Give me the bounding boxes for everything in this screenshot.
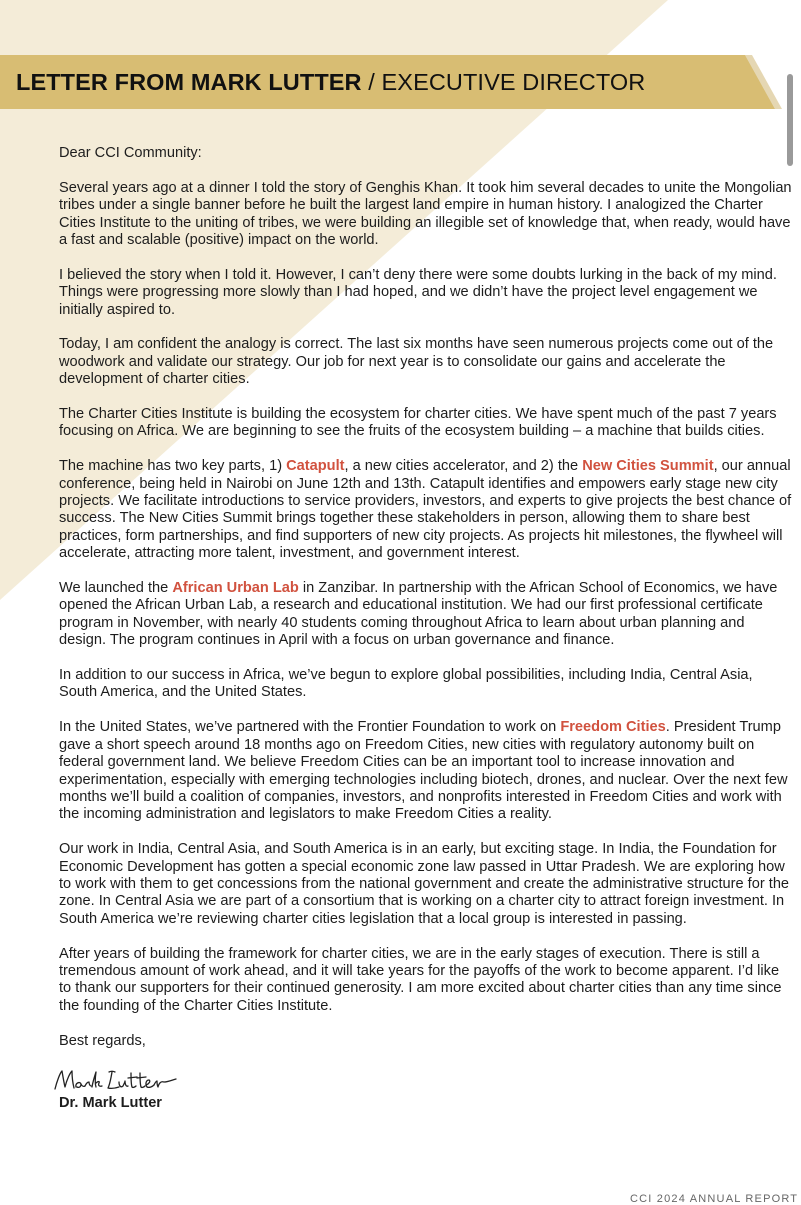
african-urban-lab-link[interactable]: African Urban Lab xyxy=(172,580,299,597)
scrollbar-thumb[interactable] xyxy=(787,74,793,166)
letter-greeting: Dear CCI Community: xyxy=(59,145,202,161)
paragraph-5 xyxy=(59,458,794,562)
paragraph-7: In addition to our success in Africa, we’ve begun to explore global possibilities, including India, Central Asia, South America, and the United States. xyxy=(59,667,753,701)
signer-name: Dr. Mark Lutter xyxy=(59,1095,162,1112)
paragraph-6-text-b: in Zanzibar. In partnership with the African School of Economics, we have opened the African Urban Lab, a research and educational institution. We had our first professional certificate program in November, with nearly 40 students coming throughout Africa to learn about urban planning and design. The program continues in April with a focus on urban governance and finance. xyxy=(59,580,778,649)
paragraph-5-text-b: , a new cities accelerator, and 2) the xyxy=(344,458,583,475)
catapult-link[interactable]: Catapult xyxy=(286,458,345,475)
heading-separator: / xyxy=(361,69,382,95)
letter-body xyxy=(59,145,794,1130)
closing-line: Best regards, xyxy=(59,1032,146,1049)
paragraph-4: The Charter Cities Institute is building the ecosystem for charter cities. We have spent much of the past 7 years focusing on Africa. We are beginning to see the fruits of the ecosystem building – a machine that builds cities. xyxy=(59,406,777,440)
paragraph-5-text-a: The machine has two key parts, 1) xyxy=(59,458,287,475)
heading-role: EXECUTIVE DIRECTOR xyxy=(381,69,646,95)
heading-title: LETTER FROM MARK LUTTER xyxy=(16,69,362,95)
letter-heading xyxy=(16,69,645,96)
paragraph-6-text-a: We launched the xyxy=(59,580,173,597)
paragraph-3: Today, I am confident the analogy is correct. The last six months have seen numerous projects come out of the woodwork and validate our strategy. Our job for next year is to consolidate our gains and accelerate the development of charter cities. xyxy=(59,336,774,388)
paragraph-2: I believed the story when I told it. However, I can’t deny there were some doubts lurking in the back of my mind. Things were progressing more slowly than I had hoped, and we didn’t have the project level engagement we initially aspired to. xyxy=(59,266,777,318)
paragraph-8 xyxy=(59,719,794,823)
paragraph-8-text-b: . President Trump gave a short speech around 18 months ago on Freedom Cities, new cities with regulatory autonomy built on federal government land. We believe Freedom Cities can be an important tool to increase innovation and experimentation, especially with emerging technologies including biotech, drones, and nuclear. Over the next few months we’ll build a coalition of companies, investors, and nonprofits interested in Freedom Cities and work with the incoming administration and legislators to make Freedom Cities a reality. xyxy=(59,719,788,823)
paragraph-8-text-a: In the United States, we’ve partnered with the Frontier Foundation to work on xyxy=(59,719,561,736)
paragraph-6 xyxy=(59,580,794,650)
paragraph-5-text-c: , our annual conference, being held in Nairobi on June 12th and 13th. Catapult identifies and empowers early stage new city projects. We facilitate introductions to service providers, investors, and experts to give projects the best chance of success. The New Cities Summit brings together these stakeholders in person, allowing them to share best practices, form partnerships, and find supporters of new city projects. As projects hit milestones, the flywheel will accelerate, attracting more talent, investment, and government interest. xyxy=(59,458,792,562)
footer-report-title: CCI 2024 ANNUAL REPORT xyxy=(630,1193,799,1205)
paragraph-1: Several years ago at a dinner I told the story of Genghis Khan. It took him several decades to unite the Mongolian tribes under a single banner before he built the largest land empire in human history. I analogized the Charter Cities Institute to the uniting of tribes, we were building an illegible set of knowledge that, when ready, would have a fast and scalable (positive) impact on the world. xyxy=(59,179,792,249)
paragraph-10: After years of building the framework for charter cities, we are in the early stages of execution. There is still a tremendous amount of work ahead, and it will take years for the payoffs of the work to become apparent. I’d like to thank our supporters for their continued generosity. I am more excited about charter cities than any time since the founding of the Charter Cities Institute. xyxy=(59,945,782,1014)
paragraph-9: Our work in India, Central Asia, and South America is in an early, but exciting stage. In India, the Foundation for Economic Development has gotten a special economic zone law passed in Uttar Pradesh. We are exploring how to work with them to get concessions from the national government and create the administrative structure for the zone. In Central Asia we are part of a consortium that is working on a charter city to attract foreign investment. In South America we’re reviewing charter cities legislation that a local group is interested in passing. xyxy=(59,841,790,927)
new-cities-summit-link[interactable]: New Cities Summit xyxy=(582,458,714,475)
freedom-cities-link[interactable]: Freedom Cities xyxy=(560,719,666,736)
handwritten-signature xyxy=(53,1067,178,1093)
